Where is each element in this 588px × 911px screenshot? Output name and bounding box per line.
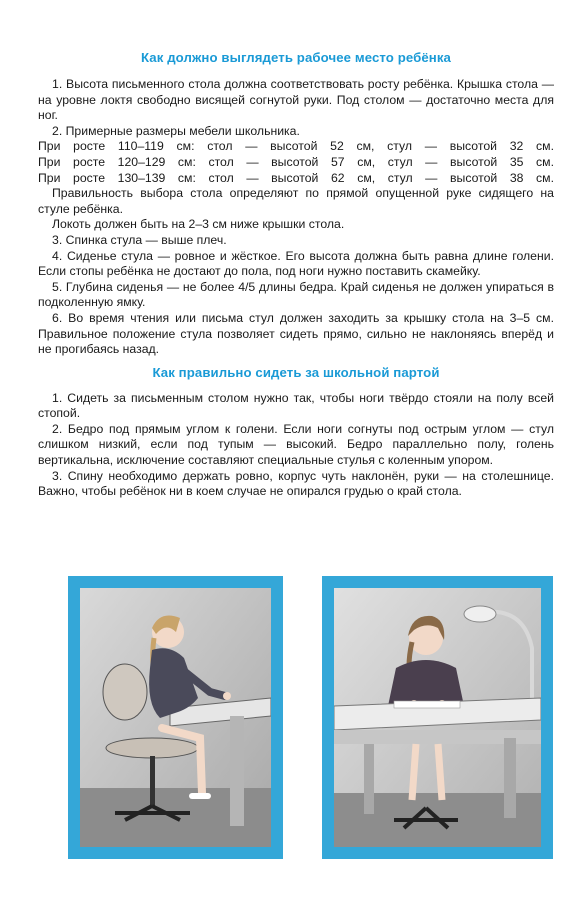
photo-side-view [68,576,283,859]
paragraph: 2. Примерные размеры мебели школьника. [52,123,300,138]
section-title-workplace: Как должно выглядеть рабочее место ребёнка [141,50,451,65]
paragraph: 2. Бедро под прямым углом к голени. Если ноги согнуты под острым углом — стул слишком низкий, если под тупым — высокий. Бедро параллельно полу, голень вертикальна, исключение составляют специальные стулья с коленным упором. [38,421,554,468]
size-row: При росте 130–139 см: стол — высотой 62 см, стул — высотой 38 см. [38,170,554,185]
photo-row [68,576,553,859]
paragraph: 3. Спину необходимо держать ровно, корпус чуть наклонён, руки — на столешнице. Важно, чтобы ребёнок ни в коем случае не опирался грудью о край стола. [38,468,554,499]
size-row: При росте 120–129 см: стол — высотой 57 см, стул — высотой 35 см. [38,154,554,169]
section-title-posture: Как правильно сидеть за школьной партой [152,364,440,380]
paragraph: 3. Спинка стула — выше плеч. [52,232,227,247]
photo-front-view [322,576,553,859]
paragraph: 1. Сидеть за письменным столом нужно так, чтобы ноги твёрдо стояли на полу всей стопой. [38,390,554,421]
size-row: При росте 110–119 см: стол — высотой 52 см, стул — высотой 32 см. [38,139,554,154]
paragraph: 5. Глубина сиденья — не более 4/5 длины бедра. Край сиденья не должен упираться в подколенную ямку. [38,279,554,310]
page-content [38,50,554,500]
girl-side-view-illustration [80,588,271,847]
paragraph: Правильность выбора стола определяют по прямой опущенной руке сидящего на стуле ребёнка. [38,186,554,216]
paragraph: 4. Сиденье стула — ровное и жёсткое. Его высота должна быть равна длине голени. Если стопы ребёнка не достают до пола, под ноги нужно поставить скамейку. [38,248,554,279]
paragraph: Локоть должен быть на 2–3 см ниже крышки стола. [52,217,345,232]
paragraph: 1. Высота письменного стола должна соответствовать росту ребёнка. Крышка стола — на уровне локтя свободно висящей согнутой руки. Под столом — достаточно места для ног. [38,77,554,123]
girl-front-view-illustration [334,588,541,847]
paragraph: 6. Во время чтения или письма стул должен заходить за крышку стола на 3–5 см. Правильное положение стула позволяет сидеть прямо, сильно не наклоняясь вперёд и не прогибаясь назад. [38,310,554,357]
